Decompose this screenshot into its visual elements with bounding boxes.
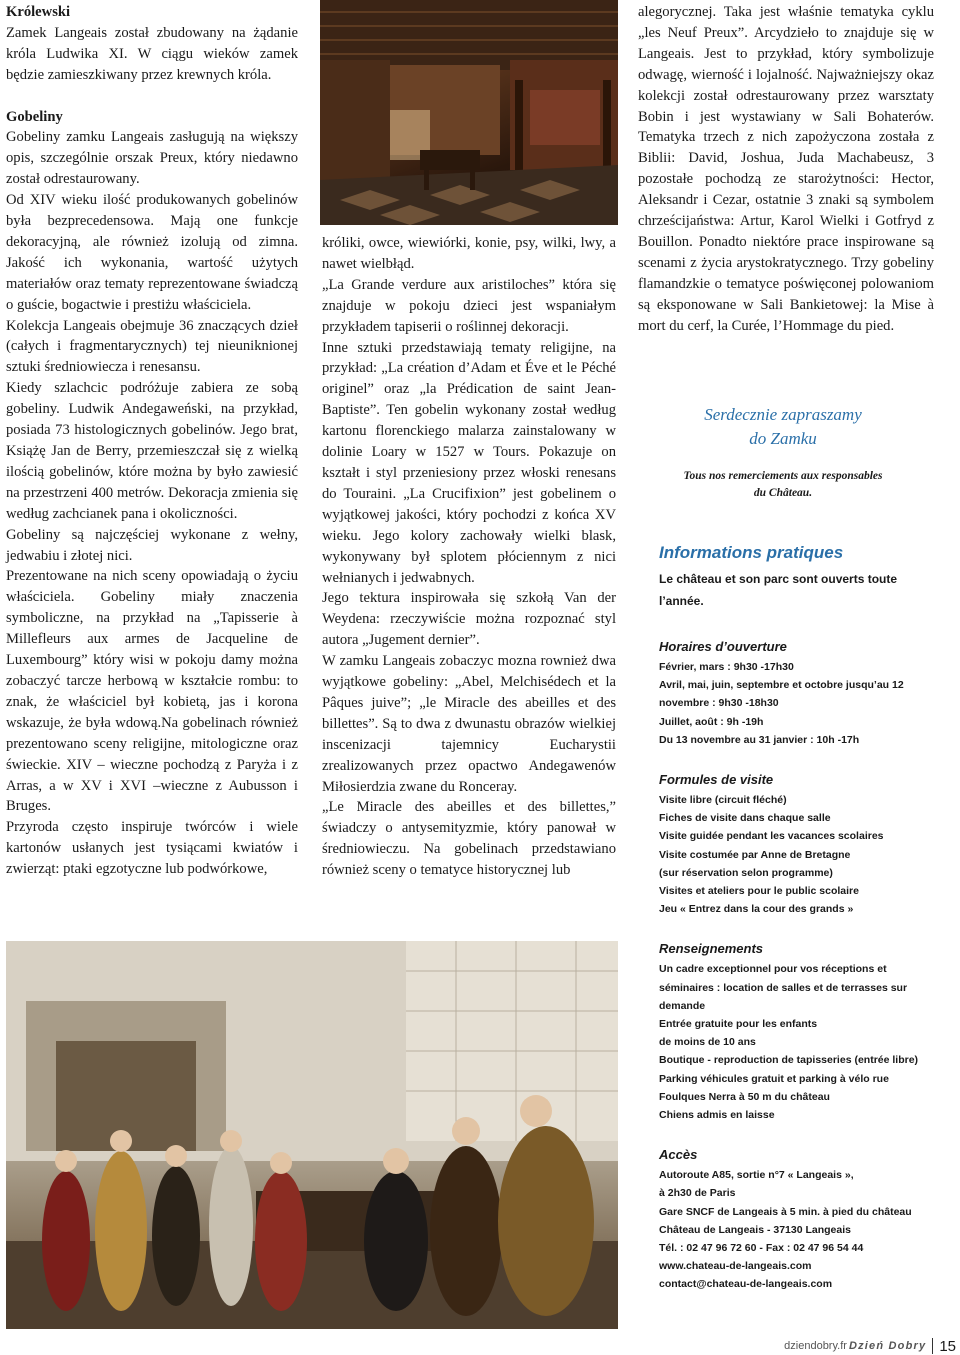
wax-figures-illustration: [6, 941, 618, 1329]
paragraph: Inne sztuki przedstawiają tematy religijne, na przykład: „La création d’Adam et Éve et le Péché originel” oraz „la Prédication de saint Jean-Baptiste”. Ten gobelin wykonany został według kartonu florenckiego malarza zainstalowany w dolinie Loary w 1527 w Tours. Pokazuje on kształt i styl przeniesiony przez włoski renesans do Touraini. „La Crucifixion” jest gobelinem o wyjątkowej jakości, który pochodzi z końca XV wieku. Jego kolory zachowały wielki blask, wykonywany był splotem płóciennym z nici wełnianych i jedwabnych.: [322, 339, 616, 586]
article-column-2: [322, 233, 616, 881]
info-title: Informations pratiques: [659, 543, 844, 562]
thanks-note: [650, 468, 916, 502]
article-column-1: [6, 2, 298, 880]
thanks-line-2: du Château.: [753, 487, 813, 499]
article-column-3: [638, 2, 934, 337]
info-line: Visites et ateliers pour le public scolaire: [659, 885, 859, 898]
info-line: Visite libre (circuit fléché): [659, 794, 787, 807]
info-line: Visite costumée par Anne de Bretagne: [659, 848, 851, 861]
info-section-heading: Horaires d’ouverture: [659, 639, 787, 654]
paragraph: „Le Miracle des abeilles et des billettes,” świadczy o antysemityzmie, który panował w średniowieczu. Na gobelinach przedstawiano również sceny o tematyce historycznej lub: [322, 799, 616, 879]
footer-site[interactable]: dziendobry.fr: [784, 1340, 847, 1352]
info-line: Février, mars : 9h30 -17h30: [659, 661, 794, 673]
info-section-heading: Formules de visite: [659, 772, 774, 788]
info-line: à 2h30 de Paris: [659, 1187, 736, 1200]
info-line: Tél. : 02 47 96 72 60 - Fax : 02 47 96 54 44: [659, 1242, 864, 1255]
castle-room-photo: [320, 0, 618, 225]
paragraph: Od XIV wieku ilość produkowanych gobelinów była bezprecedensowa. Mają one funkcje dekoracyjną, ale również izolują od zimna. Jakość ich wykonania, wartość użytych materiałów oraz tematy reprezentowane świadczą o guście, bogactwie i prestiżu właściciela.: [6, 192, 298, 313]
info-section-heading: Accès: [659, 1147, 698, 1163]
section-heading-tapestries: Gobeliny: [6, 108, 63, 125]
info-line: Boutique - reproduction de tapisseries (entrée libre): [659, 1054, 919, 1067]
royal-paragraph: Zamek Langeais został zbudowany na żądanie króla Ludwika XI. W ciągu wieków zamek będzie zamieszkiwany przez krewnych króla.: [6, 24, 298, 83]
page-footer: [784, 1337, 960, 1355]
info-line: Autoroute A85, sortie n°7 « Langeais »,: [659, 1169, 854, 1182]
paragraph: Gobeliny zamku Langeais zasługują na większy opis, szczególnie orszak Preux, który niedawno został odrestaurowany.: [6, 129, 298, 188]
paragraph: Jego tektura inspirowała się szkołą Van der Weydena: rzeczywiście można rozpoznać styl autora „Jugement dernier”.: [322, 590, 616, 649]
wax-figures-photo: [6, 941, 618, 1329]
paragraph: Gobeliny są najczęściej wykonane z wełny, jedwabiu i złotej nici.: [6, 526, 298, 564]
info-section-hours: [659, 638, 922, 749]
info-section-access: [659, 1146, 922, 1293]
welcome-line-1: Serdecznie zapraszamy: [704, 405, 862, 424]
email-link[interactable]: contact@chateau-de-langeais.com: [659, 1278, 833, 1291]
info-line: (sur réservation selon programme): [659, 866, 833, 879]
footer-publication: Dzień Dobry: [848, 1340, 927, 1352]
info-line: Entrée gratuite pour les enfants: [659, 1018, 818, 1031]
info-line: Visite guidée pendant les vacances scolaires: [659, 830, 884, 843]
practical-info-box: [648, 528, 934, 1328]
info-line: de moins de 10 ans: [659, 1036, 756, 1049]
thanks-line-1: Tous nos remerciements aux responsables: [683, 470, 883, 482]
paragraph: Przyroda często inspiruje twórców i wiele kartonów usłanych jest tysiącami kwiatów i zwierząt: ptaki egzotyczne lub podwórkowe,: [6, 819, 298, 878]
paragraph: Kiedy szlachcic podróżuje zabiera ze sobą gobeliny. Ludwik Andegaweński, na przykład, posiada 73 histologicznych gobelinów. Jego brat, Książę Jan de Berry, przemieszczał się z wielką ilością gobelinów, które można by było zawiesić na przestrzeni 400 metrów. Dekoracja zmienia się według zachcianek pana i okoliczności.: [6, 380, 298, 522]
info-section-visit-formulas: [659, 771, 922, 918]
info-line: Avril, mai, juin, septembre et octobre jusqu’au 12 novembre : 9h30 -18h30: [659, 679, 904, 710]
welcome-note: [658, 403, 908, 451]
info-section-heading: Renseignements: [659, 941, 764, 957]
paragraph: alegorycznej. Taka jest właśnie tematyka cyklu „les Neuf Preux”. Arcydzieło to znajduje się w Langeais. Jest to przykład, który symbolizuje odwagę, wierność i lojalność. Najważniejszy okaz kolekcji został odrestaurowany przez warsztaty Bobin i jest wystawiany w Sali Bohaterów. Tematyka trzech z nich zapożyczona została z Biblii: David, Joshua, Juda Machabeusz, 3 pozostałe pochodzą ze starożytności: Hector, Aleksandr i Cezar, ostatnie 3 znaki są symbolem chrześcijaństwa: Artur, Karol Wielki i Gotfryd z Bouillon. Ponadto niektóre prace inspirowane są scenami z życia arystokratycznego. Trzy gobeliny flamandzkie o tematyce poświęconej polowaniom są eksponowane w Sali Bankietowej: la Mise à mort du cerf, la Curée, l’Hommage du pied.: [638, 4, 934, 334]
info-line: Jeu « Entrez dans la cour des grands »: [659, 903, 854, 916]
paragraph: „La Grande verdure aux aristiloches” która się znajduje w pokoju dzieci jest wspaniałym przykładem tapiserii o roślinnej dekoracji.: [322, 276, 616, 335]
paragraph: króliki, owce, wiewiórki, konie, psy, wilki, lwy, a nawet wielbłąd.: [322, 235, 616, 272]
info-section-information: [659, 940, 922, 1124]
website-link[interactable]: www.chateau-de-langeais.com: [659, 1260, 812, 1273]
info-line: Un cadre exceptionnel pour vos réceptions et séminaires : location de salles et de terrasses sur demande: [659, 963, 908, 1012]
welcome-line-2: do Zamku: [749, 429, 817, 448]
paragraph: W zamku Langeais zobaczyc mozna rownież dwa wyjątkowe gobeliny: „Abel, Melchisédech et la Pâques juive”; „le Miracle des abeilles et des billettes”. Są to dwa z dwunastu obrazów wielkiej inscenizacji tajemnicy Eucharystii zrealizowanych przez opactwo Andegawenów Miłosierdzia zwane du Ronceray.: [322, 653, 616, 795]
footer-divider: [932, 1338, 933, 1354]
info-line: Fiches de visite dans chaque salle: [659, 812, 831, 825]
info-line: Chiens admis en laisse: [659, 1109, 775, 1122]
info-line: Juillet, août : 9h -19h: [659, 715, 764, 728]
page-number: 15: [939, 1337, 956, 1355]
paragraph: Kolekcja Langeais obejmuje 36 znaczących dzieł (całych i fragmentarycznych) tej nieuniknionej sztuki średniowiecza i renesansu.: [6, 317, 298, 376]
info-intro: Le château et son parc sont ouverts toute l’année.: [659, 572, 898, 608]
info-line: Du 13 novembre au 31 janvier : 10h -17h: [659, 733, 860, 746]
info-line: Parking véhicules gratuit et parking à vélo rue Foulques Nerra à 50 m du château: [659, 1072, 889, 1103]
info-line: Château de Langeais - 37130 Langeais: [659, 1223, 851, 1236]
castle-room-illustration: [320, 0, 618, 225]
info-line: Gare SNCF de Langeais à 5 min. à pied du château: [659, 1205, 912, 1218]
paragraph: Prezentowane na nich sceny opowiadają o życiu właściciela. Gobeliny miały znaczenia symboliczne, na przykład na „Tapisserie à Millefleurs aux armes de Jacqueline de Luxembourg” który wisi w pokoju damy można zobaczyć tarcze herbową w kształcie rombu: to znak, że właściciel był kobietą, jas i korona wskazuje, że była wdową.Na gobelinach również prezentowano sceny religijne, mitologiczne oraz świeckie. XIV – wieczne pochodzą z Paryża i z Arras, a w XV i XVI –wieczne z Aubusson i Bruges.: [6, 568, 298, 815]
section-heading-royal: Królewski: [6, 4, 71, 20]
